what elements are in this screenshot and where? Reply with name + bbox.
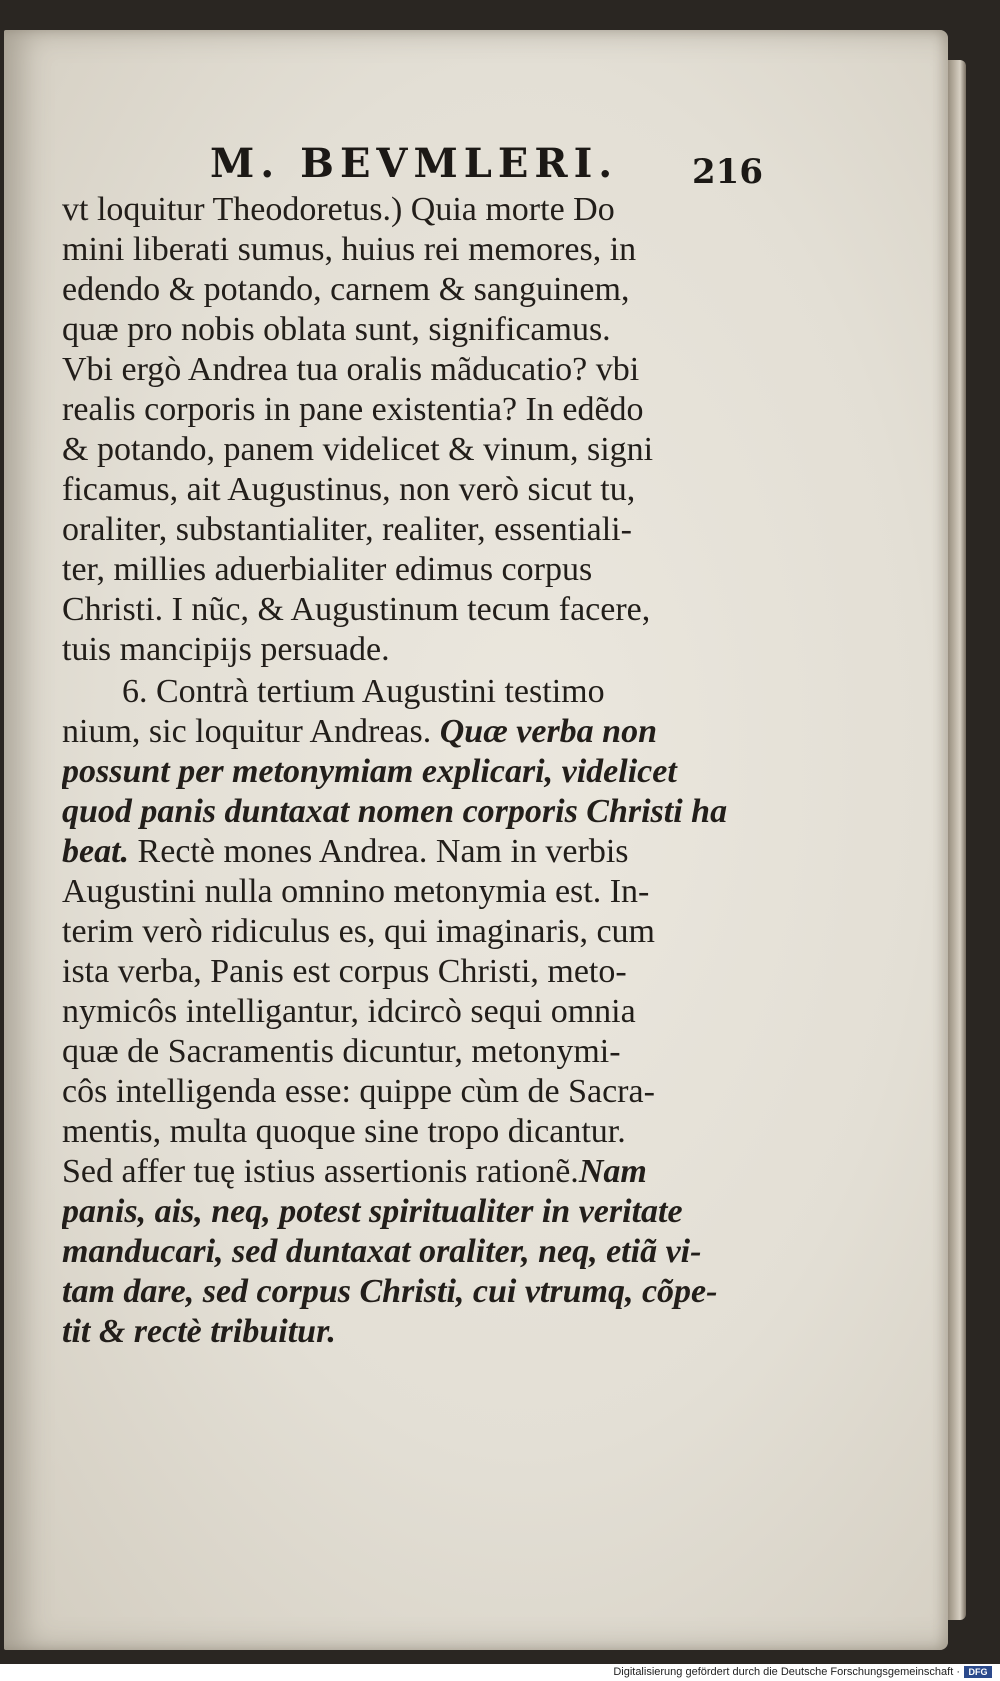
text-line: mini liberati sumus, huius rei memores, in <box>62 231 637 268</box>
text-line: ficamus, ait Augustinus, non verò sicut tu, <box>62 471 636 508</box>
text-line: realis corporis in pane existentia? In edẽdo <box>62 391 644 428</box>
text-line <box>62 712 742 752</box>
page-number: 216 <box>692 152 763 192</box>
footer-credit: Digitalisierung gefördert durch die Deutsche Forschungsgemeinschaft · <box>613 1666 960 1678</box>
text-line: Vbi ergò Andrea tua oralis mãducatio? vbi <box>62 351 640 388</box>
text-line <box>62 1152 742 1192</box>
text-line-section-6: 6. Contrà tertium Augustini testimo <box>122 673 605 710</box>
italic-quote: Nam <box>578 1153 647 1190</box>
text-line: nymicôs intelligantur, idcircò sequi omnia <box>62 993 636 1030</box>
text-line: quæ de Sacramentis dicuntur, metonymi- <box>62 1033 621 1070</box>
text-line: oraliter, substantialiter, realiter, essentiali- <box>62 511 632 548</box>
italic-quote: Quæ verba non <box>439 713 657 750</box>
text-line: ter, millies aduerbialiter edimus corpus <box>62 551 593 588</box>
text-span: nium, sic loquitur Andreas. <box>62 713 432 750</box>
text-line: Christi. I nũc, & Augustinum tecum facere, <box>62 591 651 628</box>
running-head: M. BEVMLERI. <box>210 140 619 187</box>
italic-quote-line: panis, ais, neq, potest spiritualiter in veritate <box>62 1193 683 1230</box>
text-line: mentis, multa quoque sine tropo dicantur. <box>62 1113 626 1150</box>
text-line: tuis mancipijs persuade. <box>62 631 390 668</box>
book-page-edges <box>946 60 966 1620</box>
text-line: terim verò ridiculus es, qui imaginaris, cum <box>62 913 655 950</box>
text-line: quæ pro nobis oblata sunt, significamus. <box>62 311 611 348</box>
text-line <box>62 832 742 872</box>
text-line: Augustini nulla omnino metonymia est. In- <box>62 873 650 910</box>
italic-quote-line: tit & rectè tribuitur. <box>62 1313 336 1350</box>
text-line: côs intelligenda esse: quippe cùm de Sacra- <box>62 1073 655 1110</box>
text-line: vt loquitur Theodoretus.) Quia morte Do <box>62 191 615 228</box>
text-span: Sed affer tuę istius assertionis rationẽ. <box>62 1153 579 1190</box>
italic-quote-line: manducari, sed duntaxat oraliter, neq, etiã vi- <box>62 1233 702 1270</box>
text-span: Rectè mones Andrea. Nam in verbis <box>129 833 629 870</box>
text-line: & potando, panem videlicet & vinum, signi <box>62 431 654 468</box>
dfg-logo: DFG <box>964 1666 992 1678</box>
italic-quote-line: possunt per metonymiam explicari, videlicet <box>62 753 677 790</box>
text-line: edendo & potando, carnem & sanguinem, <box>62 271 630 308</box>
italic-quote-line: tam dare, sed corpus Christi, cui vtrumq, cõpe- <box>62 1273 718 1310</box>
italic-quote: beat. <box>62 833 130 870</box>
text-line: ista verba, Panis est corpus Christi, meto- <box>62 953 627 990</box>
italic-quote-line: quod panis duntaxat nomen corporis Christi ha <box>62 793 728 830</box>
